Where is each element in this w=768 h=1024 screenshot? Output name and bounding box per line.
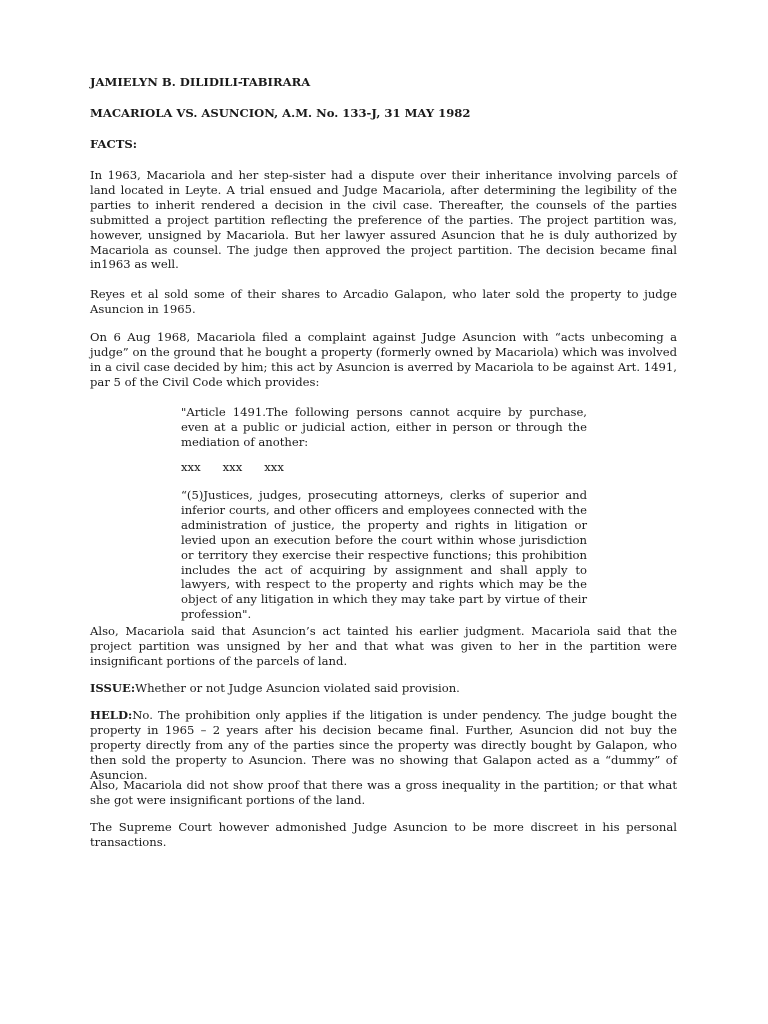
author-name: JAMIELYN B. DILIDILI-TABIRARA: [90, 75, 311, 89]
held-text: No. The prohibition only applies if the litigation is under pendency. The judge bought the property in 1965 – 2 years after his decision became final. Further, Asuncion did not buy the property directly from any of the parties since the property was directly bought by Galapon, who then sold the property to Asuncion. There was no showing that Galapon acted as a “dummy” of Asuncion.: [90, 708, 677, 782]
issue-label: ISSUE:: [90, 681, 136, 695]
closing-paragraph: The Supreme Court however admonished Judge Asuncion to be more discreet in his personal transactions.: [90, 820, 677, 849]
issue-section: [90, 681, 677, 696]
facts-paragraph-4: Also, Macariola said that Asuncion’s act tainted his earlier judgment. Macariola said that the project partition was unsigned by her and that what was given to her in the partition were insignificant portions of the parcels of land.: [90, 624, 677, 668]
quote-omission-marker: [181, 460, 341, 475]
omission-xxx-3: xxx: [264, 460, 284, 474]
held-paragraph-2: Also, Macariola did not show proof that there was a gross inequality in the partition; or that what she got were insignificant portions of the land.: [90, 778, 677, 807]
quote-article-1491: "Article 1491.The following persons cannot acquire by purchase, even at a public or judicial action, either in person or through the mediation of another:: [181, 405, 587, 449]
quote-paragraph-5: “(5)Justices, judges, prosecuting attorneys, clerks of superior and inferior courts, and other officers and employees connected with the administration of justice, the property and rights in litigation or levied upon an execution before the court within whose jurisdiction or territory they exercise their respective functions; this prohibition includes the act of acquiring by assignment and shall apply to lawyers, with respect to the property and rights which may be the object of any litigation in which they may take part by virtue of their profession".: [181, 488, 587, 622]
omission-xxx-2: xxx: [222, 460, 243, 474]
omission-xxx-1: xxx: [181, 460, 201, 474]
held-section: [90, 708, 677, 783]
facts-paragraph-3: On 6 Aug 1968, Macariola filed a complaint against Judge Asuncion with “acts unbecoming a judge” on the ground that he bought a property (formerly owned by Macariola) which was involved in a civil case decided by him; this act by Asuncion is averred by Macariola to be against Art. 1491, par 5 of the Civil Code which provides:: [90, 330, 677, 389]
facts-paragraph-2: Reyes et al sold some of their shares to Arcadio Galapon, who later sold the property to judge Asuncion in 1965.: [90, 287, 677, 316]
facts-paragraph-1: In 1963, Macariola and her step-sister had a dispute over their inheritance involving parcels of land located in Leyte. A trial ensued and Judge Macariola, after determining the legibility of the parties to inherit rendered a decision in the civil case. Thereafter, the counsels of the parties submitted a project partition reflecting the preference of the parties. The project partition was, however, unsigned by Macariola. But her lawyer assured Asuncion that he is duly authorized by Macariola as counsel. The judge then approved the project partition. The decision became final in1963 as well.: [90, 168, 677, 272]
case-title: MACARIOLA VS. ASUNCION, A.M. No. 133-J, 31 MAY 1982: [90, 106, 471, 120]
facts-heading: FACTS:: [90, 137, 138, 151]
issue-text: Whether or not Judge Asuncion violated said provision.: [135, 681, 460, 695]
held-label: HELD:: [90, 708, 133, 722]
